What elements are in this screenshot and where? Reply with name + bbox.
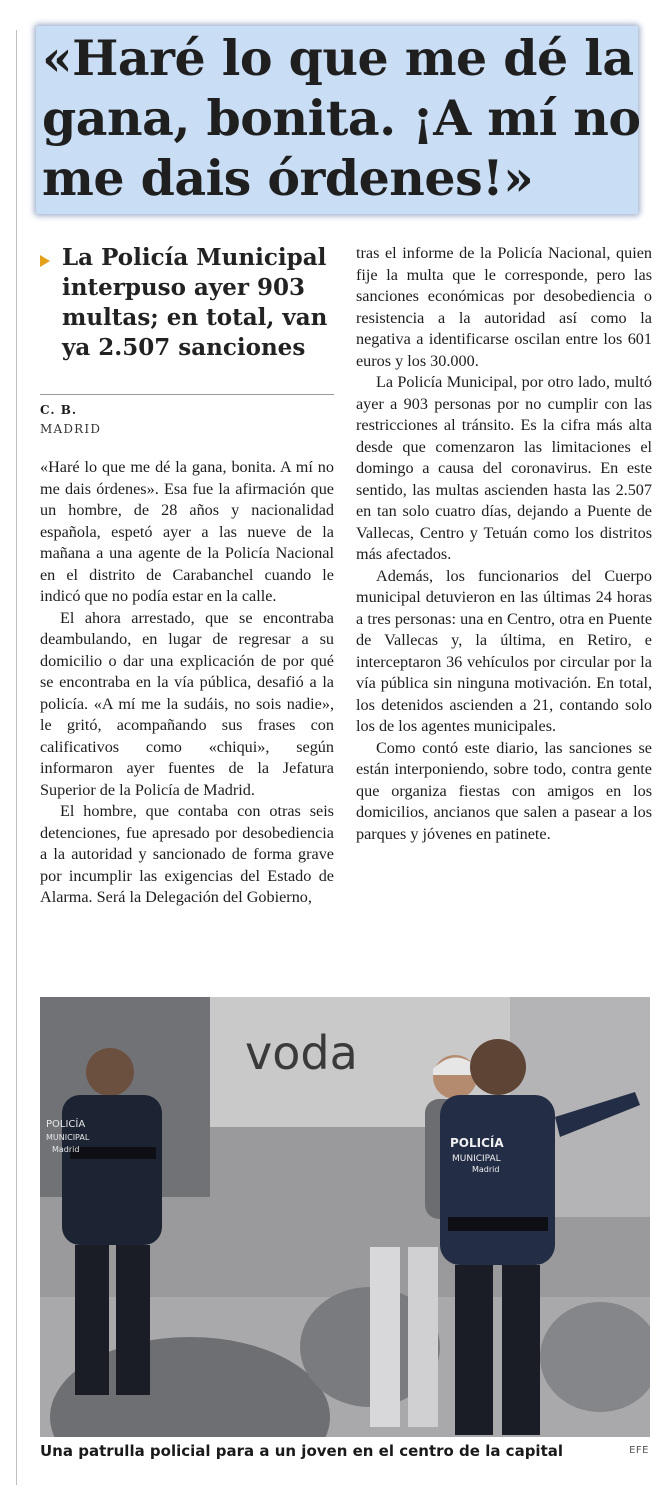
news-photo [40, 997, 650, 1437]
photo-caption: Una patrulla policial para a un joven en el centro de la capital [40, 1442, 564, 1460]
police-patrol-illustration [40, 997, 650, 1437]
vest-label: Madrid [472, 1165, 500, 1174]
subhead: La Policía Municipal interpuso ayer 903 multas; en total, van ya 2.507 sanciones [62, 244, 328, 361]
headline: «Haré lo que me dé la gana, bonita. ¡A mí no me dais órdenes!» [42, 29, 641, 207]
paragraph: Además, los funcionarios del Cuerpo municipal detuvieron en las últimas 24 horas a tres personas: una en Centro, otra en Puente de Vallecas y, la última, en Retiro, e interceptaron 36 vehículos por circular por la vía pública sin ninguna motivación. En total, los detenidos ascienden a 21, contando solo los de los agentes municipales. [356, 566, 652, 735]
byline-divider [40, 394, 334, 395]
vest-label: Madrid [52, 1145, 80, 1154]
paragraph: El ahora arrestado, que se encontraba deambulando, en lugar de regresar a su domicilio o dar una explicación de por qué se encontraba en la vía pública, desafió a la policía. «A mí me la sudáis, no sois nadie», le gritó, acompañando sus frases con calificativos como «chiqui», según informaron ayer fuentes de la Jefatura Superior de la Policía de Madrid. [40, 608, 334, 799]
paragraph: tras el informe de la Policía Nacional, quien fije la multa que le corresponde, pero las sanciones económicas por desobediencia o resistencia a la autoridad así como la negativa a identificarse oscilan entre los 601 euros y los 30.000. [356, 244, 652, 370]
triangle-bullet-icon [40, 255, 50, 267]
article-column-left [40, 457, 334, 909]
photo-credit: EFE [629, 1445, 649, 1456]
byline-location: MADRID [40, 422, 102, 436]
article-column-right [356, 243, 652, 845]
paragraph: «Haré lo que me dé la gana, bonita. A mí no me dais órdenes». Esa fue la afirmación que un hombre, de 28 años y nacionalidad española, espetó ayer a las nueve de la mañana a una agente de la Policía Nacional en el distrito de Carabanchel cuando le indicó que no podía estar en la calle. [40, 458, 334, 605]
vest-label: MUNICIPAL [452, 1154, 501, 1164]
storefront-sign: voda [245, 1026, 358, 1080]
vest-label: POLICÍA [46, 1119, 86, 1130]
byline-author: C. B. [40, 403, 78, 417]
left-column-rule [16, 30, 17, 1485]
vest-label: POLICÍA [450, 1136, 504, 1150]
vest-label: MUNICIPAL [46, 1133, 90, 1142]
paragraph: Como contó este diario, las sanciones se están interponiendo, sobre todo, contra gente que organiza fiestas con amigos en los domicilios, ancianos que salen a pasear a los parques y jóvenes en patinete. [356, 738, 652, 843]
paragraph: El hombre, que contaba con otras seis detenciones, fue apresado por desobediencia a la autoridad y sancionado de forma grave por incumplir las exigencias del Estado de Alarma. Será la Delegación del Gobierno, [40, 802, 334, 906]
subhead-block [40, 243, 336, 363]
paragraph: La Policía Municipal, por otro lado, multó ayer a 903 personas por no cumplir con las restricciones al tránsito. Es la cifra más alta desde que comenzaron las limitaciones el domingo a causa del coronavirus. En este sentido, las multas ascienden hasta las 2.507 en tan solo cuatro días, dejando a Puente de Vallecas, Centro y Tetuán como los distritos más afectados. [356, 373, 652, 563]
